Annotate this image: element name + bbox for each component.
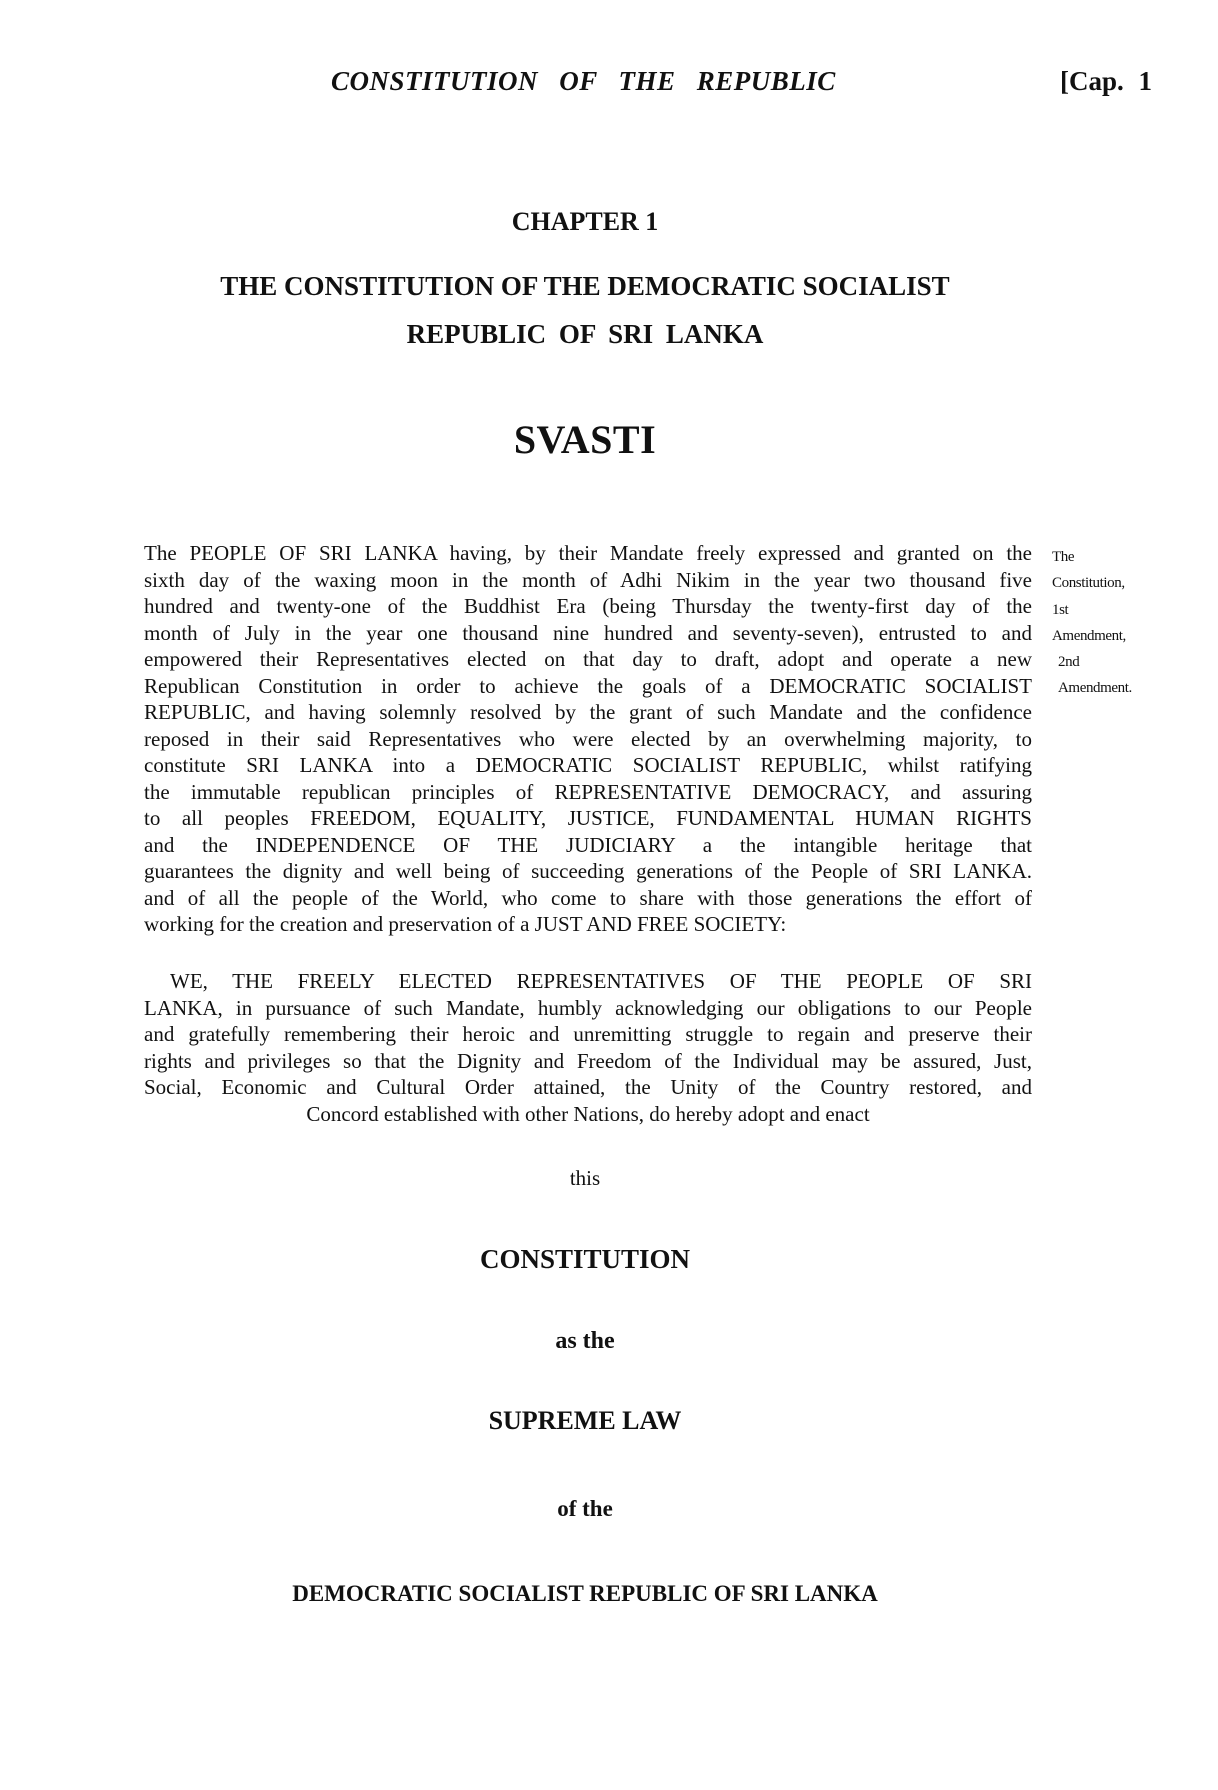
margin-note-line: The — [1052, 549, 1075, 565]
margin-note-line: Constitution, — [1052, 575, 1125, 592]
chapter-cap-label: [Cap. 1 — [1060, 66, 1153, 96]
preamble-2-line: rights and privileges so that the Dignity and Freedom of the Individual may be assured, Just, — [144, 1048, 1032, 1073]
preamble-2-line: Social, Economic and Cultural Order attained, the Unity of the Country restored, and — [144, 1075, 1032, 1099]
preamble-1-line: the immutable republican principles of REPRESENTATIVE DEMOCRACY, and assuring — [144, 779, 1032, 804]
preamble-2-line: LANKA, in pursuance of such Mandate, humbly acknowledging our obligations to our People — [144, 995, 1032, 1020]
preamble-1-line: The PEOPLE OF SRI LANKA having, by their Mandate freely expressed and granted on the — [144, 541, 1032, 565]
preamble-1-line: sixth day of the waxing moon in the month of Adhi Nikim in the year two thousand five — [144, 567, 1032, 592]
margin-note — [1052, 544, 1172, 702]
preamble-2-line: Concord established with other Nations, do hereby adopt and enact — [306, 1101, 870, 1126]
preamble-1-line: constitute SRI LANKA into a DEMOCRATIC SOCIALIST REPUBLIC, whilst ratifying — [144, 753, 1032, 777]
preamble-1-line: to all peoples FREEDOM, EQUALITY, JUSTICE, FUNDAMENTAL HUMAN RIGHTS — [144, 806, 1032, 830]
preamble-1-line: reposed in their said Representatives who were elected by an overwhelming majority, to — [144, 726, 1032, 751]
running-header — [0, 66, 1218, 106]
margin-note-line: 2nd — [1058, 654, 1080, 671]
preamble-1-line: guarantees the dignity and well being of succeeding generations of the People of SRI LANKA. — [144, 859, 1032, 883]
margin-note-line: 1st — [1052, 601, 1069, 618]
enactment-of-the: of the — [557, 1496, 613, 1521]
preamble-1-line: Republican Constitution in order to achieve the goals of a DEMOCRATIC SOCIALIST — [144, 673, 1032, 698]
preamble-paragraph-2 — [144, 968, 1032, 1127]
preamble-1-line: month of July in the year one thousand nine hundred and seventy-seven), entrusted to and — [144, 620, 1032, 645]
chapter-title-line-2: REPUBLIC OF SRI LANKA — [406, 319, 764, 349]
margin-note-line: Amendment. — [1058, 680, 1132, 697]
preamble-2-line: and gratefully remembering their heroic and unremitting struggle to regain and preserve their — [144, 1022, 1032, 1046]
running-title: CONSTITUTION OF THE REPUBLIC — [331, 66, 836, 96]
chapter-label: CHAPTER 1 — [511, 207, 659, 236]
enactment-supreme-law: SUPREME LAW — [488, 1406, 682, 1435]
margin-note-line: Amendment, — [1052, 627, 1126, 644]
enactment-as-the: as the — [555, 1328, 615, 1354]
preamble-2-line: WE, THE FREELY ELECTED REPRESENTATIVES OF THE PEOPLE OF SRI — [170, 969, 1032, 993]
enactment-this: this — [569, 1166, 601, 1190]
enactment-constitution: CONSTITUTION — [479, 1244, 691, 1274]
preamble-1-line: and of all the people of the World, who come to share with those generations the effort of — [144, 885, 1032, 910]
preamble-1-line: and the INDEPENDENCE OF THE JUDICIARY a the intangible heritage that — [144, 832, 1032, 857]
preamble-1-line: empowered their Representatives elected on that day to draft, adopt and operate a new — [144, 647, 1032, 671]
preamble-1-line: working for the creation and preservation of a JUST AND FREE SOCIETY: — [144, 912, 787, 936]
preamble-paragraph-1 — [144, 540, 1032, 938]
enactment-republic: DEMOCRATIC SOCIALIST REPUBLIC OF SRI LANKA — [292, 1581, 878, 1606]
chapter-title-line-1: THE CONSTITUTION OF THE DEMOCRATIC SOCIALIST — [220, 271, 950, 301]
svasti-heading: SVASTI — [513, 417, 657, 462]
preamble-1-line: hundred and twenty-one of the Buddhist Era (being Thursday the twenty-first day of the — [144, 594, 1032, 618]
preamble-1-line: REPUBLIC, and having solemnly resolved by the grant of such Mandate and the confidence — [144, 700, 1032, 724]
